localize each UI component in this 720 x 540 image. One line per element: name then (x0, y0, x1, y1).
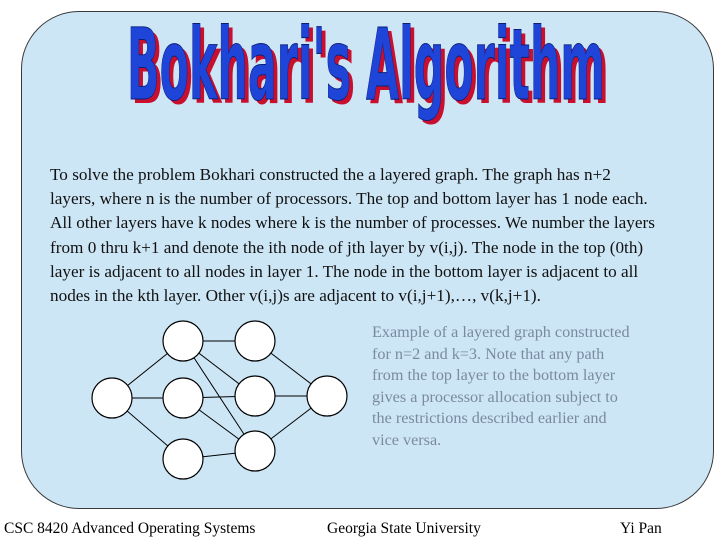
body-line: layers, where n is the number of processors. The top and bottom layer has 1 node each. (50, 189, 648, 209)
body-line: All other layers have k nodes where k is the number of processes. We number the layers (50, 213, 655, 233)
body-line: from 0 thru k+1 and denote the ith node of jth layer by v(i,j). The node in the top (0th) (50, 237, 644, 257)
graph-node (163, 378, 203, 418)
example-line: the restrictions described earlier and (372, 409, 607, 428)
footer-university: Georgia State University (327, 520, 481, 537)
graph-node (163, 321, 203, 361)
example-line: for n=2 and k=3. Note that any path (372, 344, 605, 363)
body-line: nodes in the kth layer. Other v(i,j)s are adjacent to v(i,j+1),…, v(k,j+1). (50, 286, 541, 306)
graph-node (307, 376, 347, 416)
example-line: from the top layer to the bottom layer (372, 366, 616, 385)
footer-course: CSC 8420 Advanced Operating Systems (4, 520, 256, 537)
graph-node (235, 321, 275, 361)
body-line: layer is adjacent to all nodes in layer 1. The node in the bottom layer is adjacent to all (50, 261, 639, 281)
example-line: Example of a layered graph constructed (372, 323, 630, 341)
example-caption (372, 322, 692, 452)
graph-node (235, 376, 275, 416)
graph-node (92, 378, 132, 418)
graph-node (235, 431, 275, 471)
body-line: To solve the problem Bokhari constructed the a layered graph. The graph has n+2 (50, 165, 611, 184)
example-line: gives a processor allocation subject to (372, 387, 618, 406)
example-line: vice versa. (372, 430, 442, 449)
title-main: Bokhari's Algorithm (127, 7, 606, 123)
title-shadow: Bokhari's Algorithm (131, 11, 610, 127)
footer-author: Yi Pan (620, 520, 662, 537)
graph-node (163, 439, 203, 479)
